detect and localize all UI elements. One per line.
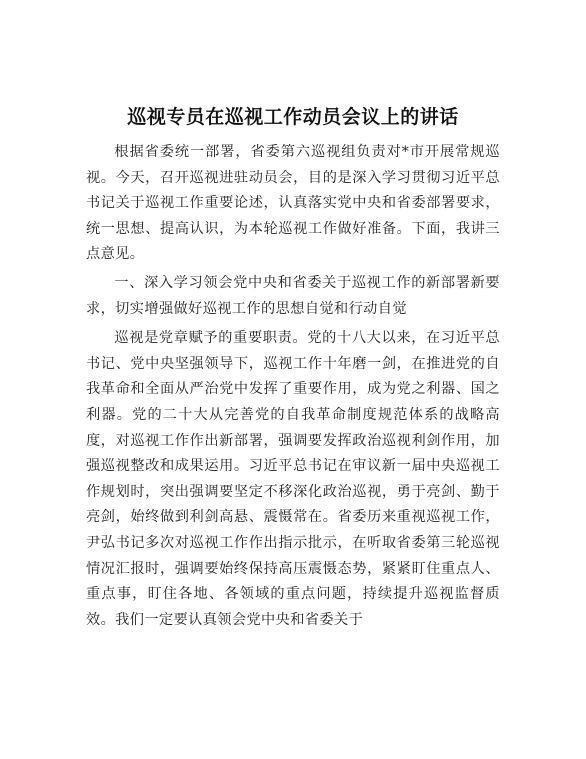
section-heading-one: 一、深入学习领会党中央和省委关于巡视工作的新部署新要求，切实增强做好巡视工作的思想自觉和行动自觉 (86, 274, 500, 317)
body-paragraph: 巡视是党章赋予的重要职责。党的十八大以来，在习近平总书记、党中央坚强领导下，巡视工作十年磨一剑，在推进党的自我革命和全面从严治党中发挥了重要作用，成为党之利器、国之利器。党的二十大从完善党的自我革命制度规范体系的战略高度，对巡视工作作出新部署，强调要发挥政治巡视利剑作用，加强巡视整改和成果运用。习近平总书记在审议新一届中央巡视工作规划时，突出强调要坚定不移深化政治巡视，勇于亮剑、勤于亮剑，始终做到利剑高悬、震慑常在。省委历来重视巡视工作，尹弘书记多次对巡视工作作出指示批示，在听取省委第三轮巡视情况汇报时，强调要始终保持高压震慑态势，紧紧盯住重点人、重点事，盯住各地、各领域的重点问题，持续提升巡视监督质效。我们一定要认真领会党中央和省委关于 (86, 330, 500, 628)
document-title: 巡视专员在巡视工作动员会议上的讲话 (127, 106, 459, 128)
intro-paragraph: 根据省委统一部署，省委第六巡视组负责对*市开展常规巡视。今天，召开巡视进驻动员会，目的是深入学习贯彻习近平总书记关于巡视工作重要论述，认真落实党中央和省委部署要求，统一思想、提高认识，为本轮巡视工作做好准备。下面，我讲三点意见。 (86, 144, 500, 263)
